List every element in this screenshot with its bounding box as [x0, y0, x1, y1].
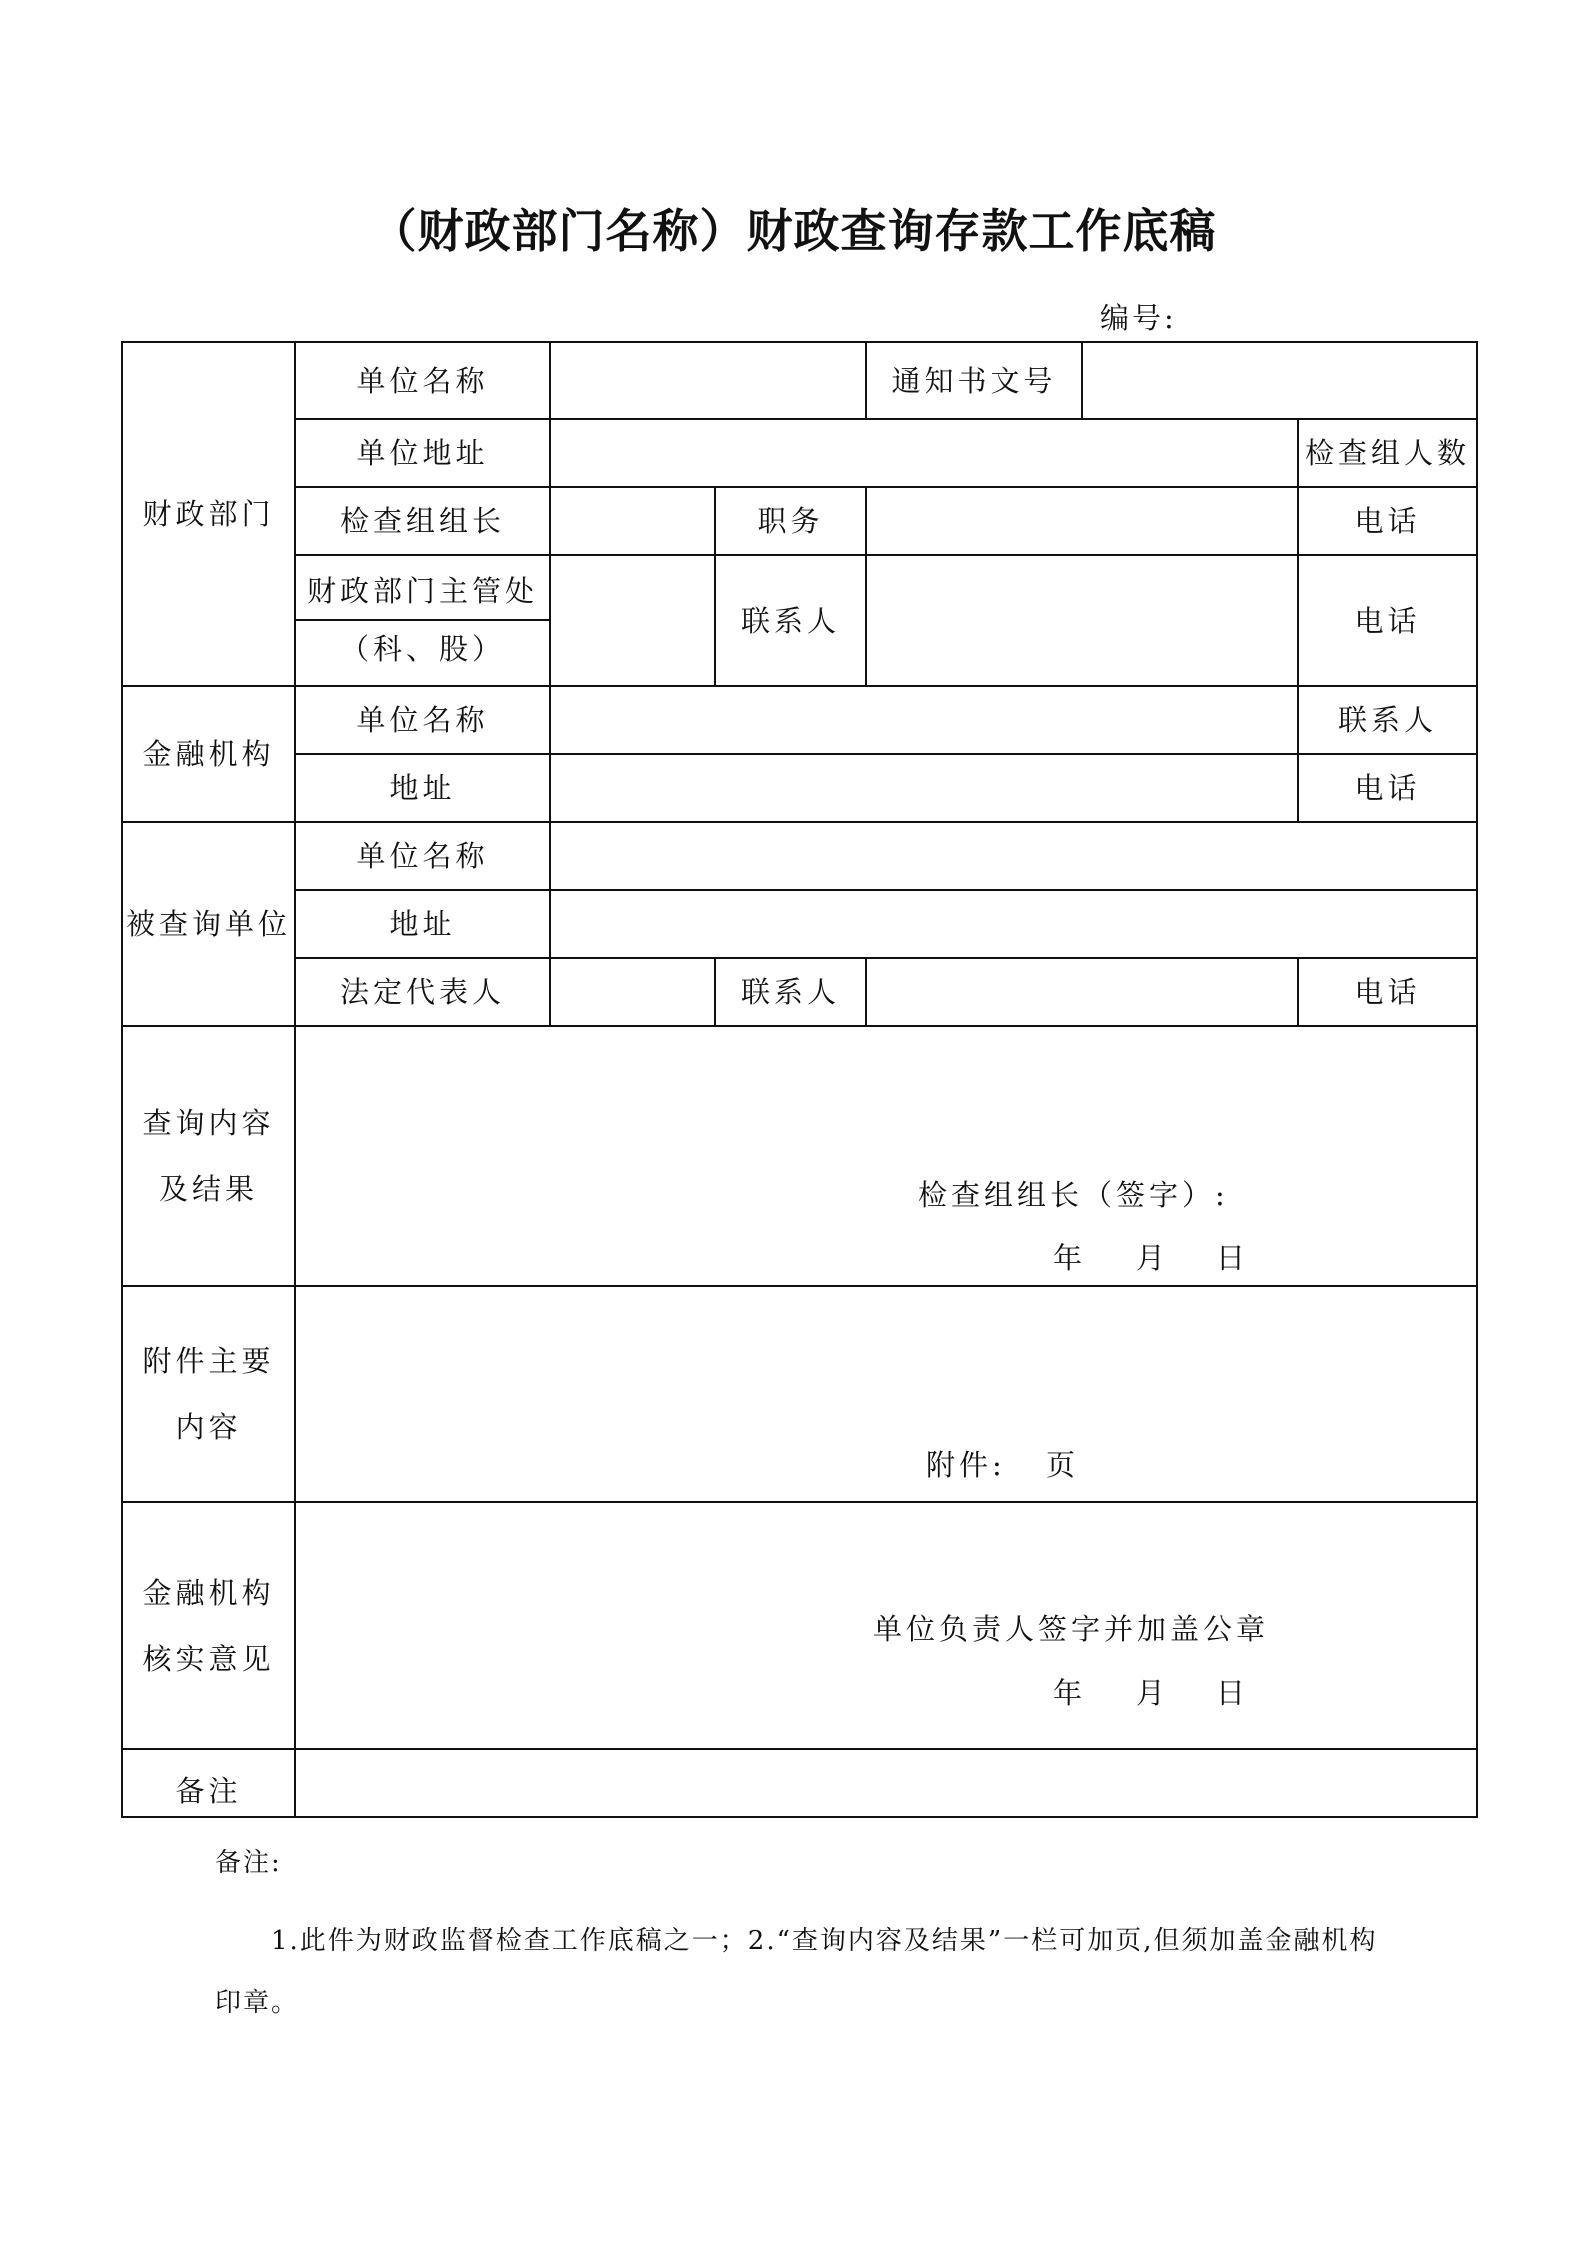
bank-opinion-label — [122, 1502, 295, 1749]
bank-opinion-area[interactable] — [295, 1502, 1477, 1749]
query-result-day: 日 — [1216, 1241, 1250, 1275]
notice-number-field[interactable] — [1082, 342, 1477, 419]
division-contact-label: 联系人 — [715, 555, 866, 686]
finance-unit-name-label: 单位名称 — [295, 342, 550, 419]
division-contact-field[interactable] — [866, 555, 1298, 686]
bank-group-label: 金融机构 — [122, 686, 295, 822]
query-result-month: 月 — [1136, 1241, 1170, 1275]
team-leader-field[interactable] — [550, 487, 715, 555]
attachment-pages-label: 页 — [1046, 1448, 1080, 1482]
bank-opinion-month: 月 — [1136, 1676, 1170, 1710]
document-title: （财政部门名称）财政查询存款工作底稿 — [370, 204, 1217, 258]
queried-group-label: 被查询单位 — [122, 822, 295, 1026]
queried-address-label: 地址 — [295, 890, 550, 958]
attachment-label — [122, 1286, 295, 1502]
finance-unit-address-field[interactable] — [550, 419, 1298, 487]
position-field[interactable] — [866, 487, 1298, 555]
queried-contact-label: 联系人 — [715, 958, 866, 1026]
queried-phone-label: 电话 — [1298, 958, 1477, 1026]
bank-contact-label: 联系人 — [1298, 686, 1477, 754]
bank-address-field[interactable] — [550, 754, 1298, 822]
remarks-label: 备注 — [122, 1749, 295, 1817]
query-result-label — [122, 1026, 295, 1286]
notes-title: 备注: — [215, 1848, 282, 1878]
queried-unit-name-field[interactable] — [550, 822, 1477, 890]
finance-dept-group-label: 财政部门 — [122, 342, 295, 686]
serial-number-label: 编号: — [1100, 301, 1177, 335]
team-leader-phone-label: 电话 — [1298, 487, 1477, 555]
remarks-field[interactable] — [295, 1749, 1477, 1817]
attachment-label-line1: 附件主要 — [142, 1344, 275, 1378]
queried-contact-field[interactable] — [866, 958, 1298, 1026]
bank-address-label: 地址 — [295, 754, 550, 822]
notice-number-label: 通知书文号 — [866, 342, 1082, 419]
attachment-area[interactable] — [295, 1286, 1477, 1502]
bank-opinion-label-line2: 核实意见 — [142, 1641, 275, 1676]
bank-opinion-year: 年 — [1053, 1676, 1087, 1710]
division-field[interactable] — [550, 555, 715, 686]
bank-head-signature-label: 单位负责人签字并加盖公章 — [873, 1612, 1270, 1646]
worksheet-form-table — [121, 341, 1478, 1818]
notes-body: 1.此件为财政监督检查工作底稿之一；2.“查询内容及结果”一栏可加页,但须加盖金融机构印章。 — [215, 1926, 1378, 2018]
division-phone-label: 电话 — [1298, 555, 1477, 686]
bank-unit-name-label: 单位名称 — [295, 686, 550, 754]
attachment-label-text: 附件: — [926, 1448, 1006, 1482]
query-result-area[interactable] — [295, 1026, 1477, 1286]
bank-phone-label: 电话 — [1298, 754, 1477, 822]
query-result-year: 年 — [1053, 1241, 1087, 1275]
queried-unit-name-label: 单位名称 — [295, 822, 550, 890]
bank-opinion-day: 日 — [1216, 1676, 1250, 1710]
query-result-label-line1: 查询内容 — [142, 1106, 275, 1140]
query-result-label-line2: 及结果 — [158, 1172, 258, 1206]
team-size-label: 检查组人数 — [1298, 419, 1477, 487]
team-leader-label: 检查组组长 — [295, 487, 550, 555]
attachment-label-line2: 内容 — [175, 1410, 242, 1444]
division-label-line1: 财政部门主管处 — [295, 555, 550, 620]
team-leader-signature-label: 检查组组长（签字）: — [918, 1178, 1229, 1212]
queried-address-field[interactable] — [550, 890, 1477, 958]
position-label: 职务 — [715, 487, 866, 555]
legal-rep-field[interactable] — [550, 958, 715, 1026]
bank-unit-name-field[interactable] — [550, 686, 1298, 754]
finance-unit-name-field[interactable] — [550, 342, 866, 419]
legal-rep-label: 法定代表人 — [295, 958, 550, 1026]
division-label-line2: （科、股） — [295, 620, 550, 686]
finance-unit-address-label: 单位地址 — [295, 419, 550, 487]
bank-opinion-label-line1: 金融机构 — [142, 1575, 275, 1610]
